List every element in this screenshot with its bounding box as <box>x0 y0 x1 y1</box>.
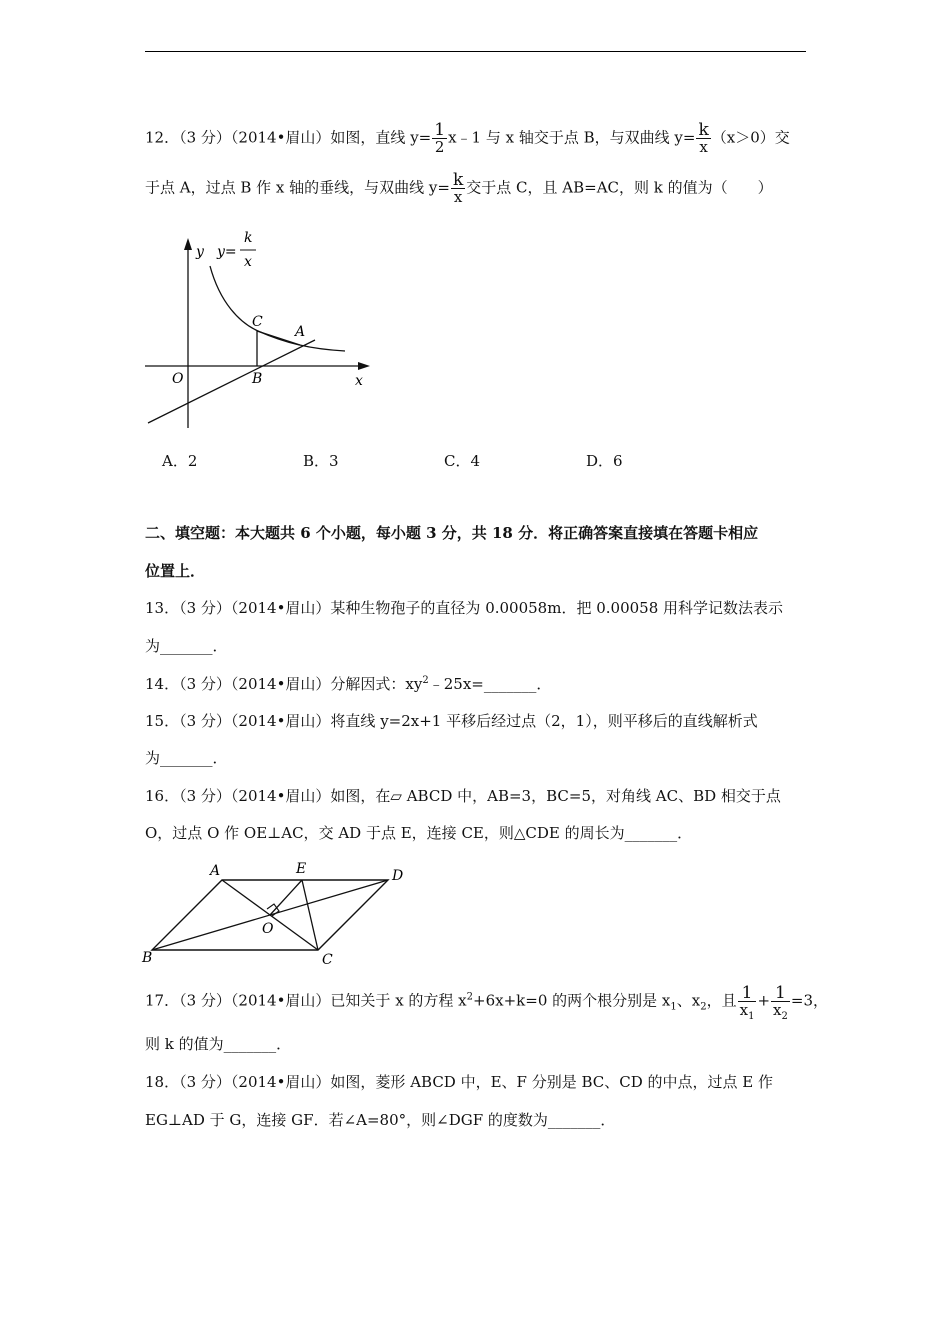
q16-line2: O，过点 O 作 OE⊥AC，交 AD 于点 E，连接 CE，则△CDE 的周长为_______． <box>145 824 693 842</box>
q15-line2: 为_______． <box>145 749 228 767</box>
q17-sub1: 1 <box>670 1001 677 1013</box>
q17-text-mid3: ，且 <box>706 991 737 1010</box>
q17-plus: + <box>757 991 771 1010</box>
frac-num: 1 <box>738 985 757 1002</box>
section2-heading-line1: 二、填空题：本大题共 6 个小题，每小题 3 分，共 18 分．将正确答案直接填在答题卡相应 <box>145 524 759 542</box>
frac-den-sub: 2 <box>781 1011 788 1022</box>
fraction-k-over-x <box>451 172 465 205</box>
label-c: C <box>322 952 333 968</box>
q17-sub2: 2 <box>700 1001 707 1013</box>
q12-text-d: 于点 A，过点 B 作 x 轴的垂线，与双曲线 y= <box>145 178 450 197</box>
q17-text-post: =3， <box>790 991 828 1010</box>
label-d: D <box>392 868 404 884</box>
frac-den-sub: 1 <box>748 1011 755 1022</box>
frac-den-var: x <box>773 1001 782 1019</box>
q17-text-mid2: 、x <box>676 991 701 1010</box>
q16-figure <box>140 858 415 974</box>
q12-line2 <box>145 172 773 205</box>
label-b: B <box>252 371 263 387</box>
q12-line1 <box>145 122 790 155</box>
y-axis-arrow <box>184 238 192 250</box>
label-a: A <box>295 324 306 340</box>
q17-line2: 则 k 的值为_______． <box>145 1035 292 1053</box>
q17-text-mid: +6x+k=0 的两个根分别是 x <box>473 991 671 1010</box>
frac-num: k <box>452 170 464 190</box>
option-a: A．2 <box>162 452 198 470</box>
frac-den: 2 <box>434 138 445 156</box>
q18-line2: EG⊥AD 于 G，连接 GF．若∠A=80°，则∠DGF 的度数为_______． <box>145 1111 616 1129</box>
option-c: C．4 <box>444 452 481 470</box>
q17-text-pre: 17．（3 分）（2014•眉山）已知关于 x 的方程 x <box>145 991 467 1010</box>
label-eq-num: k <box>244 230 253 246</box>
q14-sup: 2 <box>422 675 429 686</box>
fraction-one-over-x1 <box>738 983 757 1022</box>
q14-line <box>145 674 551 694</box>
option-b: B．3 <box>303 452 339 470</box>
option-d: D．6 <box>586 452 623 470</box>
section2-heading-line2: 位置上． <box>145 562 206 580</box>
q13-line2: 为_______． <box>145 637 228 655</box>
x-axis-arrow <box>358 362 370 370</box>
frac-den <box>771 1001 790 1022</box>
q17-sup: 2 <box>466 991 474 1003</box>
label-c: C <box>252 314 263 330</box>
frac-den-var: x <box>739 1001 749 1019</box>
frac-num: 1 <box>771 985 790 1002</box>
q16-line1: 16．（3 分）（2014•眉山）如图，在▱ ABCD 中，AB=3，BC=5，对角线 AC、BD 相交于点 <box>145 787 781 805</box>
q12-text-e: 交于点 C，且 AB=AC，则 k 的值为（ ） <box>466 178 773 197</box>
label-o: O <box>262 921 274 937</box>
header-rule <box>145 51 806 52</box>
frac-den <box>738 1001 757 1022</box>
label-eq-den: x <box>244 254 252 270</box>
q15-line1: 15．（3 分）（2014•眉山）将直线 y=2x+1 平移后经过点（2，1），则平移后的直线解析式 <box>145 712 758 730</box>
label-b: B <box>142 950 153 966</box>
label-x: x <box>355 373 363 389</box>
frac-num: k <box>698 120 709 140</box>
q12-figure <box>140 228 380 442</box>
label-a: A <box>210 863 221 879</box>
q12-text-a: 12．（3 分）（2014•眉山）如图，直线 y= <box>145 128 432 147</box>
fraction-one-half <box>432 122 447 155</box>
q14-text-pre: 14．（3 分）（2014•眉山）分解因式：xy <box>145 675 423 693</box>
label-o: O <box>172 371 184 387</box>
q18-line1: 18．（3 分）（2014•眉山）如图，菱形 ABCD 中，E、F 分别是 BC、CD 的中点，过点 E 作 <box>145 1073 774 1091</box>
frac-den: x <box>699 138 708 156</box>
q13-line1: 13．（3 分）（2014•眉山）某种生物孢子的直径为 0.00058m．把 0.00058 用科学记数法表示 <box>145 599 784 617</box>
frac-num: 1 <box>434 120 446 140</box>
q12-text-c: （x＞0）交 <box>711 128 790 147</box>
fraction-one-over-x2 <box>771 983 790 1022</box>
q14-text-post: ﹣25x=_______． <box>428 675 552 693</box>
q17-line1 <box>145 983 828 1022</box>
label-eq-prefix: y= <box>217 244 237 260</box>
label-e: E <box>296 861 307 877</box>
segment-ac <box>257 331 300 345</box>
frac-den: x <box>453 188 463 206</box>
q12-text-b: x﹣1 与 x 轴交于点 B，与双曲线 y= <box>448 128 696 147</box>
fraction-k-over-x <box>696 122 710 155</box>
label-y: y <box>196 244 204 260</box>
